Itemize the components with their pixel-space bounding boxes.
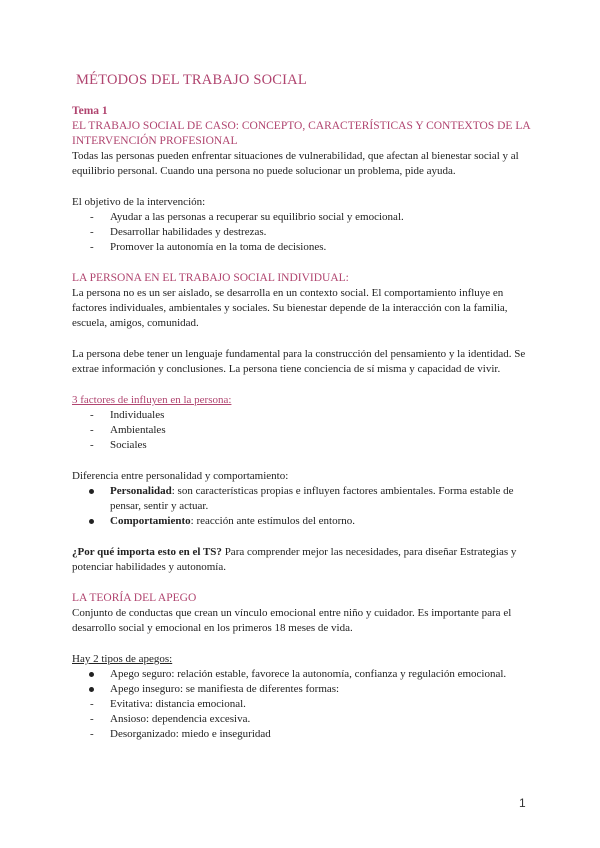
apego-tipos-list bbox=[72, 667, 530, 697]
list-item: - Sociales bbox=[72, 438, 530, 453]
list-item: - Ayudar a las personas a recuperar su equilibrio social y emocional. bbox=[72, 210, 530, 225]
list-item: Apego seguro: relación estable, favorece la autonomía, confianza y regulación emocional. bbox=[72, 667, 530, 682]
factores-heading: 3 factores de influyen en la persona: bbox=[72, 394, 232, 406]
importa-label: ¿Por qué importa esto en el TS? bbox=[72, 546, 222, 558]
list-item bbox=[72, 514, 530, 529]
list-item: Apego inseguro: se manifiesta de diferentes formas: bbox=[72, 682, 530, 697]
list-item: - Ansioso: dependencia excesiva. bbox=[72, 712, 530, 727]
tipos-heading: Hay 2 tipos de apegos: bbox=[72, 653, 173, 665]
persona-heading: LA PERSONA EN EL TRABAJO SOCIAL INDIVIDUAL: bbox=[72, 272, 349, 284]
diferencia-list bbox=[72, 484, 530, 529]
persona-paragraph-2: La persona debe tener un lenguaje fundamental para la construcción del pensamiento y la identidad. Se extrae información y conclusiones. La persona tiene conciencia de sí misma y capacidad de vivir. bbox=[72, 348, 526, 375]
tema-title: EL TRABAJO SOCIAL DE CASO: CONCEPTO, CARACTERÍSTICAS Y CONTEXTOS DE LA INTERVENCIÓN PROFESIONAL bbox=[72, 120, 531, 147]
inseguro-formas-list bbox=[72, 697, 530, 742]
objetivo-heading: El objetivo de la intervención: bbox=[72, 196, 206, 208]
persona-paragraph-1: La persona no es un ser aislado, se desarrolla en un contexto social. El comportamiento influye en factores individuales, ambientales y sociales. Su bienestar depende de la interacción con la familia, escuela, amigos, comunidad. bbox=[72, 287, 508, 329]
document-title: MÉTODOS DEL TRABAJO SOCIAL bbox=[76, 72, 307, 88]
document-body bbox=[72, 104, 530, 742]
intro-paragraph: Todas las personas pueden enfrentar situaciones de vulnerabilidad, que afectan al bienestar social y al equilibrio personal. Cuando una persona no puede solucionar un problema, pide ayuda. bbox=[72, 150, 519, 177]
objetivos-list bbox=[72, 210, 530, 255]
page-number: 1 bbox=[519, 796, 526, 810]
list-item: - Desarrollar habilidades y destrezas. bbox=[72, 225, 530, 240]
personalidad-label: Personalidad bbox=[110, 485, 172, 497]
personalidad-text: : son características propias e influyen factores ambientales. Forma estable de pensar, sentir y actuar. bbox=[110, 485, 514, 512]
importa-paragraph bbox=[72, 545, 530, 575]
list-item: - Evitativa: distancia emocional. bbox=[72, 697, 530, 712]
importa-text: Para comprender mejor las necesidades, para diseñar Estrategias y potenciar habilidades y autonomía. bbox=[72, 546, 517, 573]
apego-paragraph: Conjunto de conductas que crean un vínculo emocional entre niño y cuidador. Es importante para el desarrollo social y emocional en los primeros 18 meses de vida. bbox=[72, 607, 512, 634]
list-item: - Promover la autonomía en la toma de decisiones. bbox=[72, 240, 530, 255]
list-item: - Individuales bbox=[72, 408, 530, 423]
factores-list bbox=[72, 408, 530, 453]
comportamiento-text: : reacción ante estímulos del entorno. bbox=[190, 515, 355, 527]
diferencia-heading: Diferencia entre personalidad y comportamiento: bbox=[72, 470, 289, 482]
comportamiento-label: Comportamiento bbox=[110, 515, 191, 527]
list-item: - Ambientales bbox=[72, 423, 530, 438]
apego-heading: LA TEORÍA DEL APEGO bbox=[72, 592, 197, 604]
tema-label: Tema 1 bbox=[72, 105, 108, 117]
list-item bbox=[72, 484, 530, 514]
list-item: - Desorganizado: miedo e inseguridad bbox=[72, 727, 530, 742]
